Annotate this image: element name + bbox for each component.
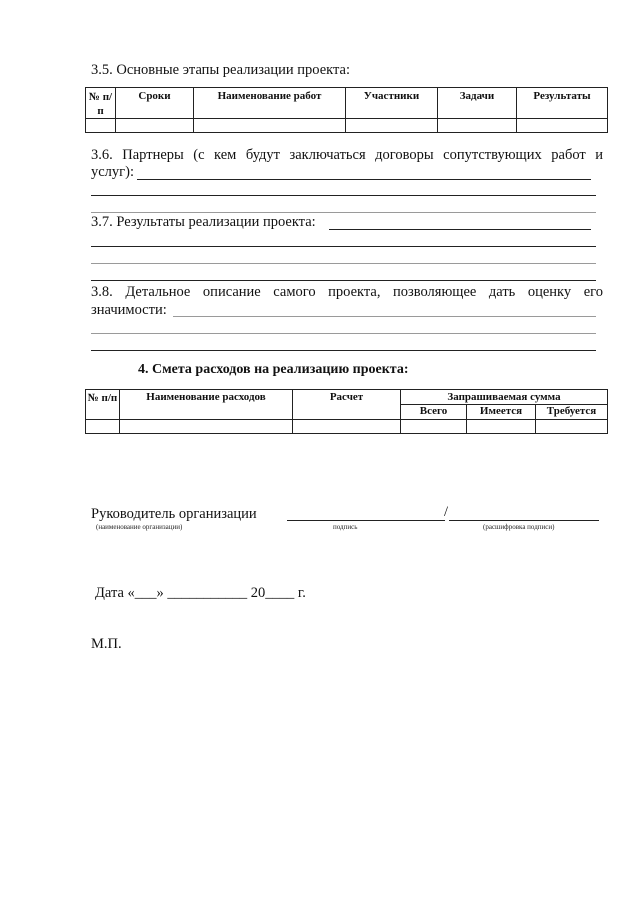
partners-fill-line[interactable] [91, 195, 596, 196]
section-3-6-line2: услуг): [91, 164, 134, 180]
description-fill-line[interactable] [91, 350, 596, 351]
head-of-organization-label: Руководитель организации [91, 506, 257, 522]
col-available: Имеется [467, 405, 536, 420]
col-results: Результаты [517, 88, 608, 119]
table-cell[interactable] [120, 420, 293, 434]
section-3-8-line2: значимости: [91, 302, 167, 318]
col-calculation: Расчет [293, 390, 401, 420]
table-cell[interactable] [293, 420, 401, 434]
table-cell[interactable] [116, 119, 194, 133]
section-3-6-line1: 3.6. Партнеры (с кем будут заключаться договоры сопутствующих работ и [91, 147, 603, 163]
col-tasks: Задачи [438, 88, 517, 119]
section-3-8-line1: 3.8. Детальное описание самого проекта, позволяющее дать оценку его [91, 284, 603, 300]
caption-signature-decode: (расшифровка подписи) [483, 523, 555, 531]
results-fill-line[interactable] [91, 263, 596, 264]
caption-organization: (наименование организации) [96, 523, 183, 531]
table-cell[interactable] [438, 119, 517, 133]
results-fill-line[interactable] [329, 229, 591, 230]
section-3-7-title: 3.7. Результаты реализации проекта: [91, 214, 316, 230]
col-num: № п/п [86, 390, 120, 420]
date-line[interactable]: Дата «___» ___________ 20____ г. [95, 585, 306, 601]
table-cell[interactable] [536, 420, 608, 434]
description-fill-line[interactable] [173, 316, 596, 317]
signature-decode-line[interactable] [449, 520, 599, 521]
signature-line[interactable] [287, 520, 445, 521]
col-requested-sum: Запрашиваемая сумма [401, 390, 608, 405]
caption-signature: подпись [333, 523, 358, 531]
table-cell[interactable] [194, 119, 346, 133]
col-num: № п/п [86, 88, 116, 119]
stages-table [85, 87, 608, 133]
col-expense-name: Наименование расходов [120, 390, 293, 420]
table-cell[interactable] [346, 119, 438, 133]
col-total: Всего [401, 405, 467, 420]
col-works: Наименование работ [194, 88, 346, 119]
results-fill-line[interactable] [91, 246, 596, 247]
col-dates: Сроки [116, 88, 194, 119]
table-cell[interactable] [86, 119, 116, 133]
budget-table-empty-row [86, 420, 608, 434]
col-required: Требуется [536, 405, 608, 420]
budget-table [85, 389, 608, 434]
description-fill-line[interactable] [91, 333, 596, 334]
stages-table-empty-row [86, 119, 608, 133]
stages-table-header [86, 88, 608, 119]
table-cell[interactable] [86, 420, 120, 434]
section-4-title: 4. Смета расходов на реализацию проекта: [138, 362, 409, 377]
results-fill-line[interactable] [91, 280, 596, 281]
table-cell[interactable] [401, 420, 467, 434]
section-3-5-title: 3.5. Основные этапы реализации проекта: [91, 62, 351, 78]
partners-fill-line[interactable] [137, 179, 591, 180]
stamp-place-label: М.П. [91, 636, 122, 652]
table-cell[interactable] [517, 119, 608, 133]
table-cell[interactable] [467, 420, 536, 434]
partners-fill-line[interactable] [91, 212, 596, 213]
budget-table-header-row1 [86, 390, 608, 405]
col-participants: Участники [346, 88, 438, 119]
signature-slash: / [444, 504, 449, 520]
